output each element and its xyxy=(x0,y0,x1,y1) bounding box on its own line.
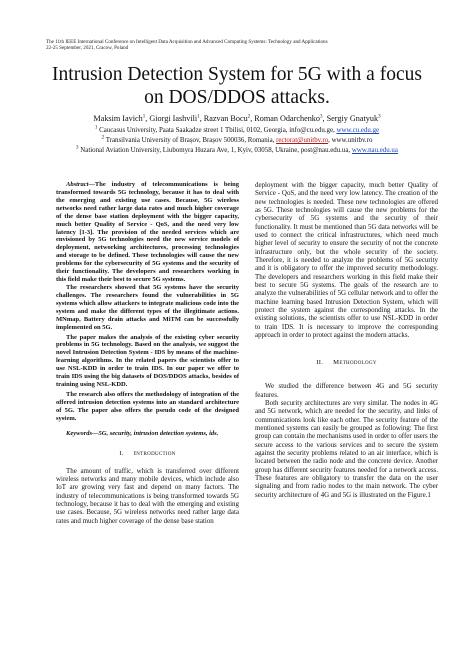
conference-header xyxy=(46,39,426,51)
paper-title xyxy=(20,63,454,109)
affiliation-text: Caucasus University, Paata Saakadze street 1 Tbilisi, 0102, Georgia, info@cu.edu.ge, xyxy=(99,127,335,134)
keywords-text: —5G, security, intrusion detection systems, ids. xyxy=(92,429,219,437)
author-name: Giorgi Iashvili xyxy=(149,114,198,123)
conference-header-line1: The 11th IEEE International Conference on Intelligent Data Acquisition and Advanced Computing Systems: Technology and Applications xyxy=(46,39,328,45)
abstract-paragraph: The researchers showed that 5G systems have the security challenges. The researchers found the vulnerabilities in 5G systems which allow attackers to integrate malicious code into the system and make the different types of the illegitimate actions. MNmap, Battery drain attacks and MiTM can be successfully implemented on 5G. xyxy=(56,283,239,331)
section-heading-methodology: II. Methodology xyxy=(316,359,377,367)
abstract-label: Abstract xyxy=(66,181,89,188)
keywords xyxy=(56,430,239,438)
affiliation-3: $^3$ National Aviation University, Liubomyra Huzara Ave, 1, Kyiv, 03058, Ukraine, post@nau.edu.ua, www.nau.edu.ua xyxy=(76,145,398,154)
affiliation-2: $^2$ Transilvania University of Brașov, Brașov 500036, Romania, rectorat@unitbv.ro, www.unitbv.ro xyxy=(101,135,373,144)
paper-title-line1: Intrusion Detection System for 5G with a focus xyxy=(52,64,422,85)
body-paragraph: Both security architectures are very similar. The nodes in 4G and 5G network, which are needed for the security, and links of communications look like each other. The security feature of the mentioned systems can easily be grouped as following: The first group can contain the mechanisms used in order to offer users the secure access to the various services and to secure the system against the security problems related to an air interface, which is located between the radio node and the concrete device. Another group has different security features needed for a network access. These features are obligatory to transfer the data on the user signaling and from radio nodes to the main network. The cyber security architecture of 4G and 5G is illustrated on the Figure.1 xyxy=(255,398,438,499)
section-heading-introduction: I. Introduction xyxy=(119,449,176,457)
keywords-label: Keywords xyxy=(66,429,92,437)
author-name: Maksim Iavich xyxy=(93,114,143,123)
abstract-paragraph: The paper makes the analysis of the existing cyber security problems in 5G technology. Based on the analysis, we suggest the novel Intrusion Detection System - IDS by means of the machine-learning algorithms. In the related papers the scientists offer to use NSL-KDD in order to train IDS. In our paper we offer to train IDS using the big datasets of DOS/DDOS attacks, besides of training using NSL-KDD. xyxy=(56,333,239,389)
affiliation-text-tail: , www.unitbv.ro xyxy=(328,137,373,144)
right-column xyxy=(255,181,438,499)
affiliation-link[interactable]: www.nau.edu.ua xyxy=(351,147,398,154)
affiliation-text: National Aviation University, Liubomyra Huzara Ave, 1, Kyiv, 03058, Ukraine, post@nau.edu.ua, xyxy=(80,147,351,154)
conference-header-line2: 22-25 September, 2021, Cracow, Poland xyxy=(46,45,129,52)
abstract-paragraph: The research also offers the methodology of integration of the offered intrusion detection systems into an standard architecture of 5G. The paper also offers the pseudo code of the designed system. xyxy=(56,390,239,422)
affiliation-1: $^1$ Caucasus University, Paata Saakadze street 1 Tbilisi, 0102, Georgia, info@cu.edu.ge, www.cu.edu.ge xyxy=(94,125,380,134)
author-name: Roman Odarchenko xyxy=(254,114,320,123)
body-paragraph: deployment with the bigger capacity, much better Quality of Service - QoS, and the need very low latency. The creation of the new technologies is needed. These new technologies are offered as 5G. These technologies will cause the new problems for the cybersecurity of 5G systems and the security of their functionality. It must be mentioned than 5G data networks will be used to connect the critical infrastructures, which need much higher level of security to ensure the security of not the concrete infrastructure only, but the whole security of the society. Therefore, it is needed to analyze the problems of 5G security and it is obligatory to offer the improved security methodology. The developers and researchers working in this field make their best to secure 5G systems. The goals of the research are to analyze the vulnerabilities of 5G cellular network and to offer the machine learning based Intrusion Detection System, which will protect the system against the corresponding attacks. In the existing solutions, the scientists offer to use NSL-KDD in order to train IDS. It is necessary to improve the corresponding approach in order to protect against the modern attacks. xyxy=(255,181,438,339)
author-name: Sergiy Gnatyuk xyxy=(326,114,379,123)
body-paragraph: The amount of traffic, which is transferred over different wireless networks and many mobile devices, which include also IoT are growing very fast and depend on many factors. The industry of telecommunications is being transformed towards 5G technology, because it has to deal with the emerging and existing use cases. Because, 5G wireless networks need rather large data rates and much higher coverage of the dense base station xyxy=(56,466,239,525)
affiliation-link[interactable]: www.cu.edu.ge xyxy=(336,127,380,134)
paper-title-line2: on DOS/DDOS attacks. xyxy=(144,87,330,108)
affiliation-email-link[interactable]: rectorat@unitbv.ro xyxy=(276,137,329,144)
left-column xyxy=(56,181,239,525)
abstract-paragraph: Abstract—The industry of telecommunications is being transformed towards 5G technology, because it has to deal with the emerging and existing use cases. Because, 5G wireless networks need rather large data rates and much higher coverage of the dense base station deployment with the bigger capacity, much better Quality of Service - QoS, and the need very low latency [1-3]. The provision of the needed services which are envisioned by 5G technologies need the new service models of deployment, networking architectures, processing technologies and storage to be defined. These technologies will cause the new problems for the cybersecurity of 5G systems and the security of their functionality. The developers and researchers working in this field make their best to secure 5G systems. xyxy=(56,181,239,284)
author-list: Maksim Iavich$^1$, Giorgi Iashvili$^1$, Razvan Bocu$^2$, Roman Odarchenko$^3$, Sergiy Gnatyuk$^3$ xyxy=(93,114,381,123)
affiliation-text: Transilvania University of Brașov, Brașov 500036, Romania, xyxy=(105,137,275,144)
body-paragraph: We studied the difference between 4G and 5G security features. xyxy=(255,382,438,399)
author-name: Razvan Bocu xyxy=(203,114,248,123)
